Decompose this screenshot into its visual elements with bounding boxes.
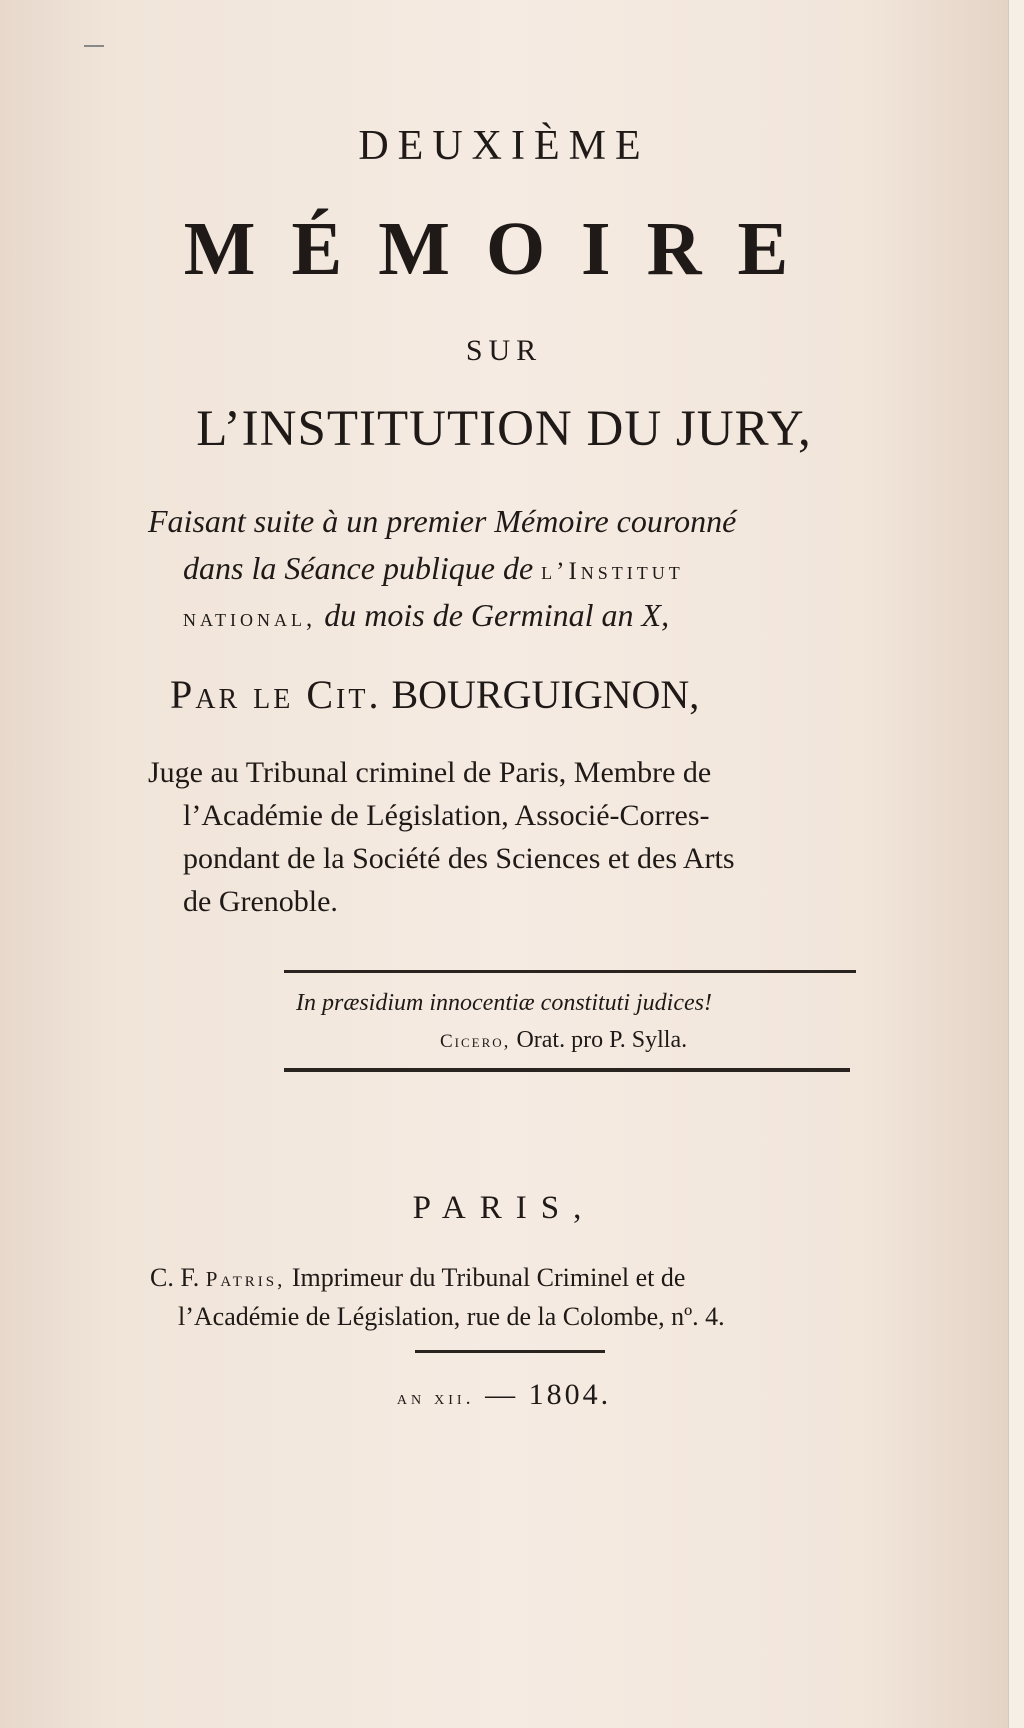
divider-bottom [284, 1068, 850, 1072]
year-rest: — 1804. [485, 1378, 612, 1411]
divider-top [284, 970, 856, 973]
printer-name: Patris, [205, 1267, 286, 1291]
heading-institution: L’INSTITUTION DU JURY, [196, 401, 812, 457]
subtitle-line-3-caps: national, [183, 605, 317, 632]
author-desc-line-3: pondant de la Société des Sciences et des Arts [183, 842, 735, 875]
heading-sur: SUR [465, 334, 543, 367]
author-desc-line-2: l’Académie de Législation, Associé-Corres- [183, 799, 710, 832]
subtitle-line-3 [183, 597, 669, 634]
printer-line-1-rest: Imprimeur du Tribunal Criminel et de [291, 1263, 686, 1292]
printer-line-2: l’Académie de Législation, rue de la Colombe, nº. 4. [178, 1302, 725, 1331]
epigraph-citation [440, 1027, 687, 1054]
subtitle-line-3-italic: du mois de Germinal an X, [324, 597, 670, 633]
heading-deuxieme: DEUXIÈME [358, 123, 650, 169]
imprint-year [0, 1378, 1008, 1412]
subtitle-line-2-caps: l’Institut [541, 558, 684, 585]
epigraph: In præsidium innocentiæ constituti judices! [296, 990, 712, 1016]
subtitle-line-2 [183, 550, 684, 587]
page-edge [1008, 0, 1024, 1728]
imprint-place: PARIS, [412, 1190, 596, 1226]
ink-mark [84, 45, 104, 47]
author-prefix: Par le Cit. [170, 672, 382, 717]
subtitle-line-2-italic: dans la Séance publique de [183, 550, 534, 586]
printer-prefix: C. F. [150, 1263, 200, 1292]
author-name: BOURGUIGNON, [391, 672, 700, 717]
author-desc-line-1: Juge au Tribunal criminel de Paris, Membre de [148, 756, 712, 789]
author-desc-line-4: de Grenoble. [183, 885, 338, 918]
divider-short [415, 1350, 605, 1353]
author-line [170, 671, 699, 718]
heading-memoire: MÉMOIRE [183, 207, 825, 291]
epigraph-source: Orat. pro P. Sylla. [516, 1027, 688, 1053]
epigraph-author: Cicero, [440, 1031, 511, 1052]
subtitle-line-1: Faisant suite à un premier Mémoire couronné [148, 503, 737, 539]
printer-line-1 [150, 1263, 685, 1293]
year-caps: an xii. [396, 1387, 475, 1409]
